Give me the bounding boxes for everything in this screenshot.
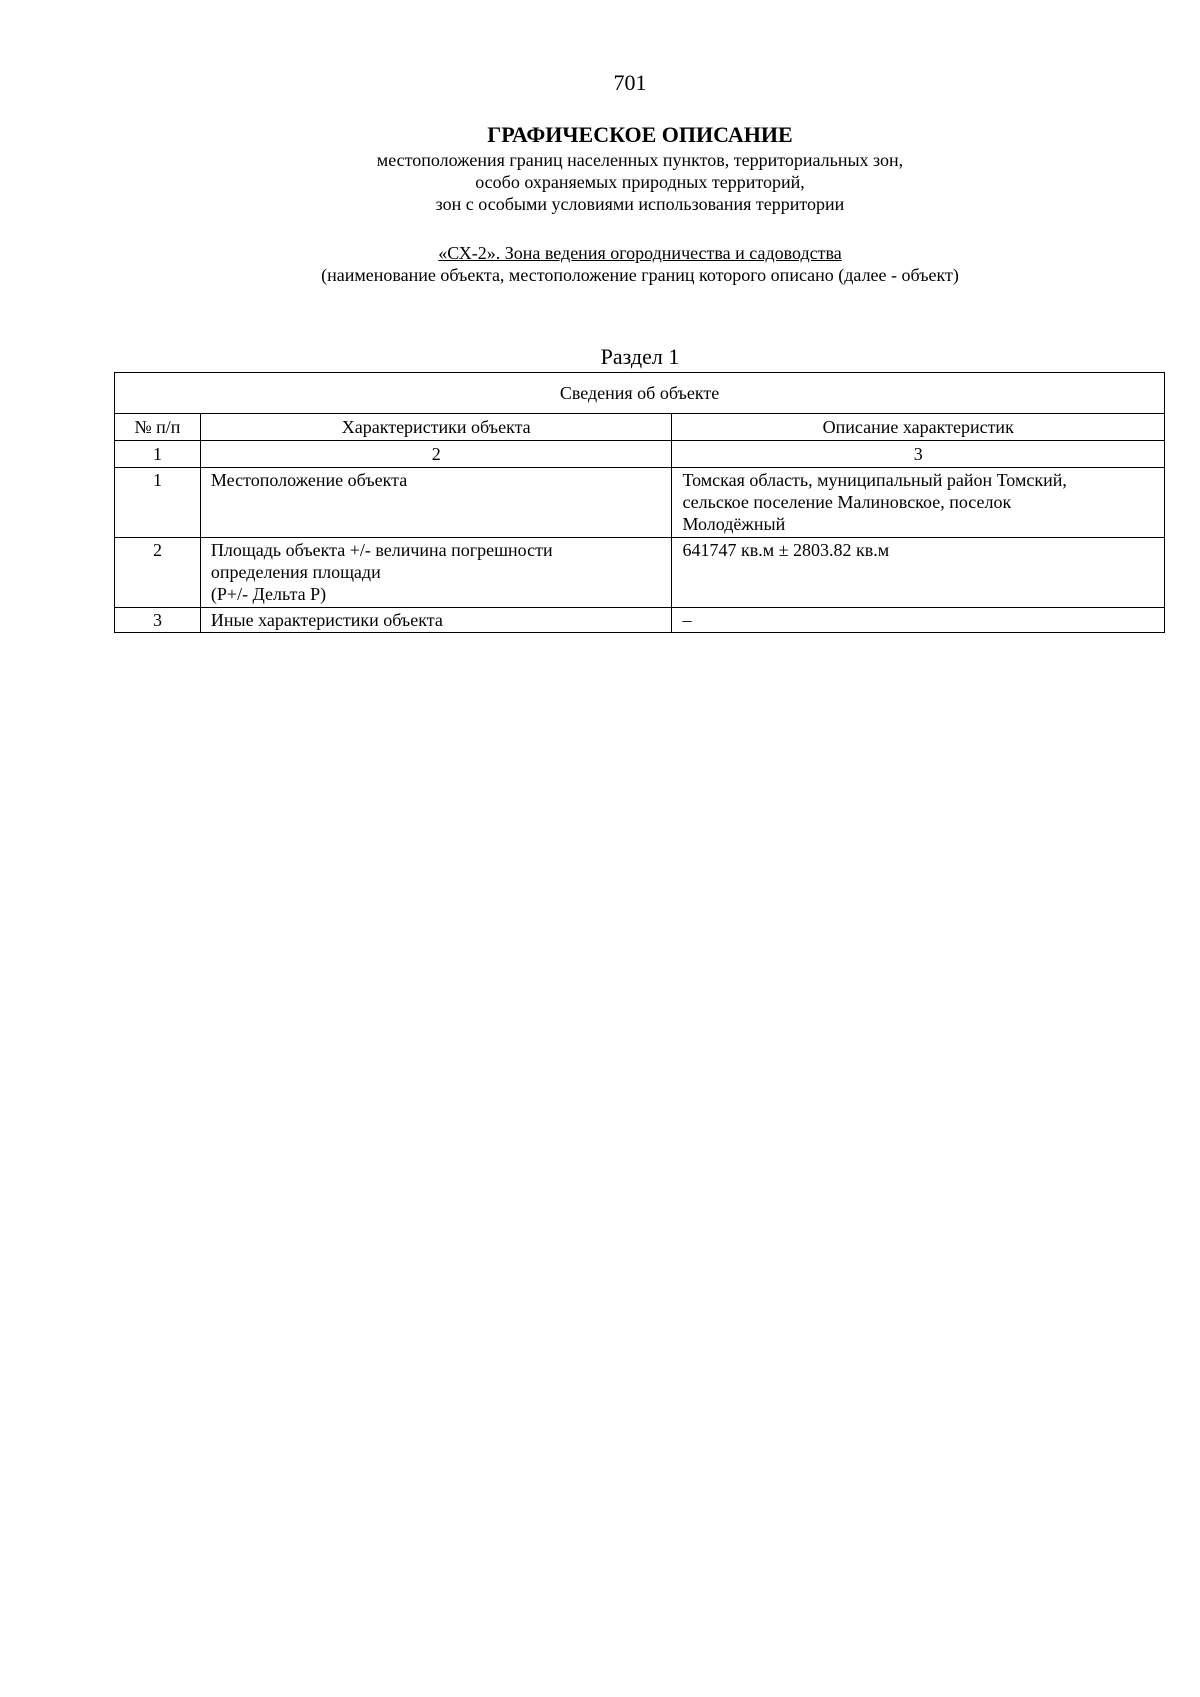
table-header-row [115,414,1165,441]
table-caption-row [115,373,1165,414]
object-caption: (наименование объекта, местоположение границ которого описано (далее - объект) [321,265,959,285]
header-characteristic: Характеристики объекта [200,414,672,441]
row-number: 2 [115,538,201,608]
row-characteristic [200,468,672,538]
object-block [0,242,1200,286]
characteristic-line: Иные характеристики объекта [210,610,443,630]
row-characteristic [200,608,672,633]
row-description [672,468,1165,538]
characteristic-line: Площадь объекта +/- величина погрешности [210,540,553,560]
description-line: сельское поселение Малиновское, поселок [682,492,1012,512]
table-row [115,608,1165,633]
table-row [115,538,1165,608]
row-number: 1 [115,468,201,538]
header-description: Описание характеристик [672,414,1165,441]
row-number: 3 [115,608,201,633]
column-number: 2 [200,441,672,468]
characteristic-line: определения площади [210,562,381,582]
description-line: – [682,610,692,630]
object-info-table [114,372,1165,633]
page-number: 701 [613,70,647,95]
subtitle-line: особо охраняемых природных территорий, [475,172,805,192]
column-number: 1 [115,441,201,468]
characteristic-line: Местоположение объекта [210,470,408,490]
characteristic-line: (P+/- Дельта P) [210,584,327,604]
row-description [672,608,1165,633]
column-number: 3 [672,441,1165,468]
subtitle-line: зон с особыми условиями использования территории [435,194,845,214]
subtitle-line: местоположения границ населенных пунктов, территориальных зон, [376,150,904,170]
row-description [672,538,1165,608]
row-characteristic [200,538,672,608]
header-number: № п/п [115,414,201,441]
description-line: 641747 кв.м ± 2803.82 кв.м [682,540,890,560]
section-heading: Раздел 1 [600,344,680,369]
document-title: ГРАФИЧЕСКОЕ ОПИСАНИЕ [487,122,793,147]
table-row [115,468,1165,538]
column-number-row [115,441,1165,468]
table-caption: Сведения об объекте [115,373,1165,414]
description-line: Томская область, муниципальный район Томский, [682,470,1067,490]
object-name: «СХ-2». Зона ведения огородничества и садоводства [438,243,842,263]
document-header [0,121,1200,215]
description-line: Молодёжный [682,514,786,534]
